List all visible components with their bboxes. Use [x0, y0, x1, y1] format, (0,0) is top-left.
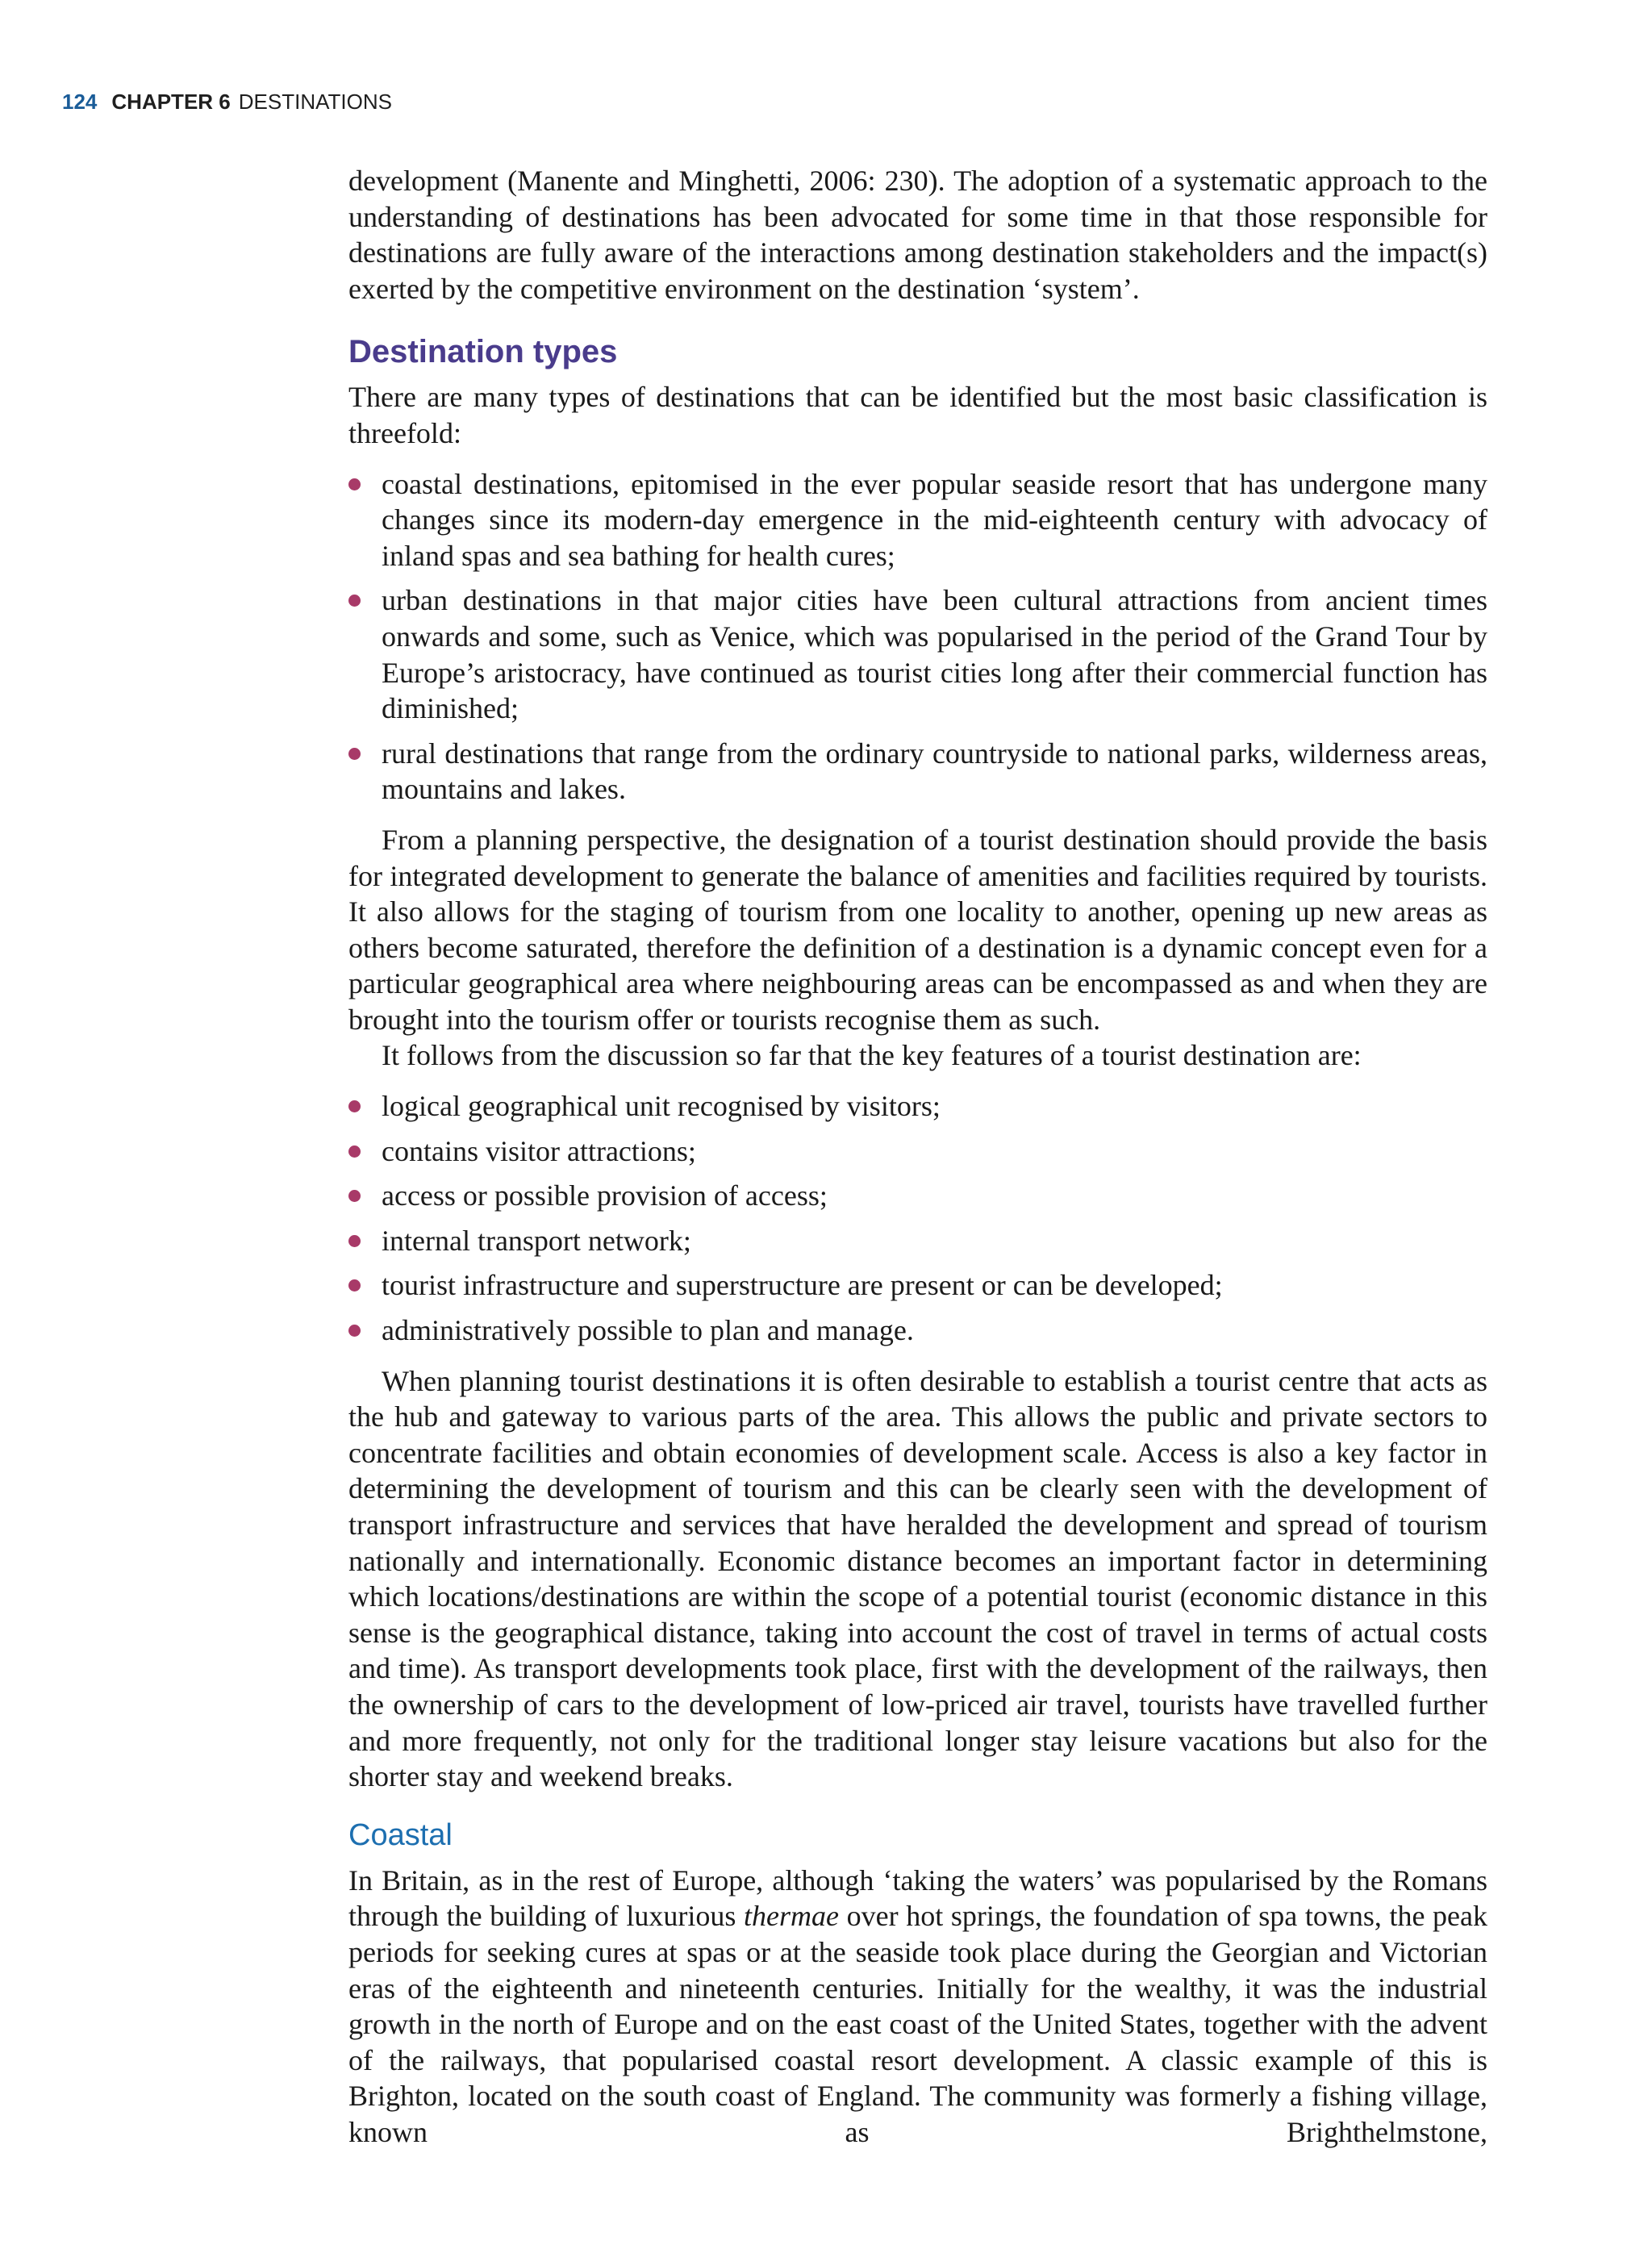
hub-paragraph: When planning tourist destinations it is often desirable to establish a tourist centre that acts as the hub and gateway to various parts of the area. This allows the public and private sectors to concentrate facilities and obtain economies of development scale. Access is also a key factor in determining the development of tourism and this can be clearly seen with the development of transport infrastructure and services that have heralded the development and spread of tourism nationally and internationally. Economic distance becomes an important factor in determining which locations/destinations are within the scope of a potential tourist (economic distance in this sense is the geographical distance, taking into account the cost of travel in terms of actual costs and time). As transport developments took place, first with the development of the railways, then the ownership of cars to the development of low-priced air travel, tourists have travelled further and more frequently, not only for the traditional longer stay leisure vacations but also for the shorter stay and weekend breaks.	[348, 1364, 1487, 1793]
bullet-icon	[348, 595, 361, 607]
coastal-text-part-2: over hot springs, the foundation of spa towns, the peak periods for seeking cures at spas or at the seaside took place during the Georgian and Victorian eras of the eighteenth and nineteenth centuries. Initially for the wealthy, it was the industrial growth in the north of Europe and on the east coast of the United States, together with the advent of the railways, that popularised coastal resort development. A classic example of this is Brighton, located on the south coast of England. The community was formerly a fishing village, known as Brighthelmstone,	[348, 1900, 1488, 2148]
planning-paragraph: From a planning perspective, the designation of a tourist destination should provide the basis for integrated development to generate the balance of amenities and facilities required by tourists. It also allows for the staging of tourism from one locality to another, opening up new areas as others become saturated, therefore the definition of a destination is a dynamic concept even for a particular geographical area where neighbouring areas can be encompassed as and when they are brought into the tourism offer or tourists recognise them as such.	[348, 823, 1487, 1036]
list-item	[348, 466, 1487, 574]
coastal-text-part-1: In Britain, as in the rest of Europe, although ‘taking the waters’ was popularised by the Romans through the building of luxurious	[348, 1863, 1487, 1933]
running-header	[62, 89, 392, 115]
bullet-icon	[348, 1325, 361, 1337]
bullet-icon	[348, 1235, 361, 1247]
destination-types-lead: There are many types of destinations that can be identified but the most basic classification is threefold:	[348, 381, 1487, 449]
list-item-text: urban destinations in that major cities have been cultural attractions from ancient times onwards and some, such as Venice, which was popularised in the period of the Grand Tour by Europe’s aristocracy, have continued as tourist cities long after their commercial function has diminished;	[382, 584, 1487, 725]
list-item-text: administratively possible to plan and manage.	[382, 1314, 914, 1347]
list-item	[348, 1178, 1487, 1214]
page-body	[348, 163, 1487, 2151]
section-heading-destination-types: Destination types	[348, 334, 618, 370]
list-item	[348, 1133, 1487, 1170]
list-item	[348, 1223, 1487, 1259]
bullet-icon	[348, 1279, 361, 1292]
list-item	[348, 736, 1487, 807]
list-item-text: contains visitor attractions;	[382, 1134, 696, 1167]
bullet-icon	[348, 1145, 361, 1158]
list-item	[348, 1088, 1487, 1125]
intro-paragraph: development (Manente and Minghetti, 2006: 230). The adoption of a systematic approach to the understanding of destinations has been advocated for some time in that those responsible for destinations are fully aware of the interactions among destination stakeholders and the impact(s) exerted by the competitive environment on the destination ‘system’.	[348, 165, 1487, 305]
list-item-text: internal transport network;	[382, 1224, 691, 1257]
list-item	[348, 582, 1487, 726]
list-item	[348, 1312, 1487, 1349]
chapter-title: DESTINATIONS	[238, 90, 392, 114]
key-features-list	[348, 1088, 1487, 1349]
features-lead: It follows from the discussion so far that the key features of a tourist destination are:	[382, 1039, 1362, 1072]
list-item	[348, 1267, 1487, 1304]
list-item-text: tourist infrastructure and superstructure are present or can be developed;	[382, 1269, 1223, 1302]
list-item-text: coastal destinations, epitomised in the ever popular seaside resort that has undergone many changes since its modern-day emergence in the mid-eighteenth century with advocacy of inland spas and sea bathing for health cures;	[382, 467, 1487, 572]
list-item-text: rural destinations that range from the ordinary countryside to national parks, wilderness areas, mountains and lakes.	[382, 737, 1487, 806]
page-number: 124	[62, 90, 98, 114]
bullet-icon	[348, 1100, 361, 1112]
section-heading-coastal: Coastal	[348, 1817, 453, 1852]
coastal-paragraph	[348, 1863, 1487, 2151]
list-item-text: access or possible provision of access;	[382, 1179, 828, 1212]
bullet-icon	[348, 1190, 361, 1202]
chapter-label: CHAPTER 6	[111, 90, 231, 114]
coastal-italic-term: thermae	[744, 1900, 840, 1933]
list-item-text: logical geographical unit recognised by visitors;	[382, 1090, 941, 1123]
bullet-icon	[348, 748, 361, 760]
destination-types-list	[348, 466, 1487, 807]
bullet-icon	[348, 478, 361, 490]
